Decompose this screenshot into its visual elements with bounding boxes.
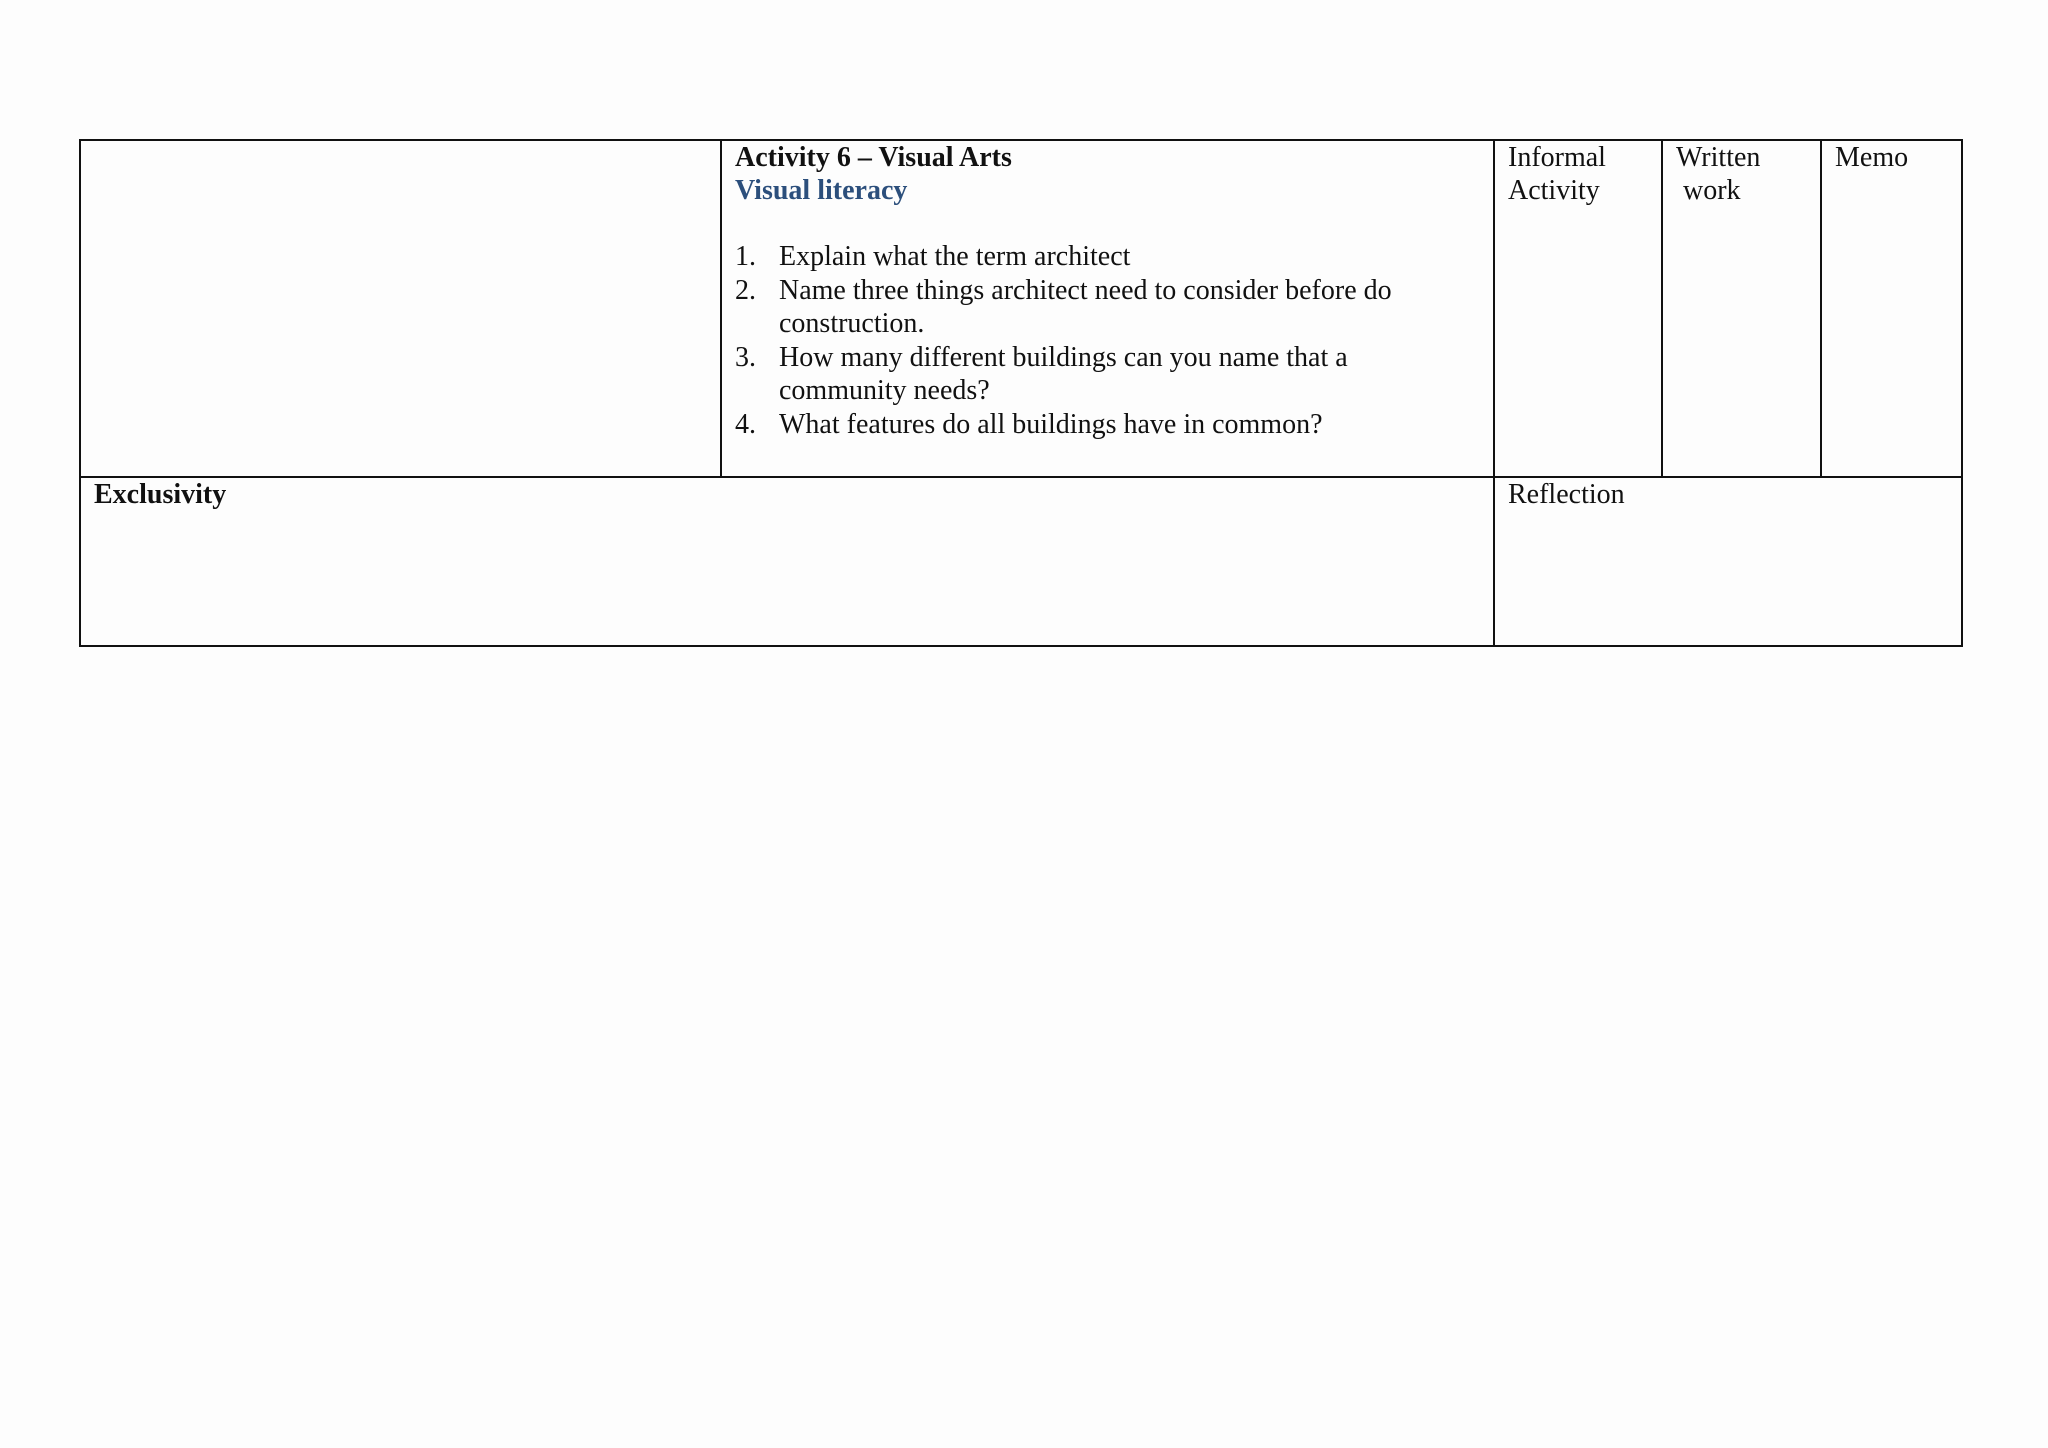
- assessment-form-line2: work: [1683, 175, 1741, 206]
- assessment-type-line1: Informal: [1508, 142, 1606, 173]
- question-number: 4.: [735, 409, 756, 440]
- assessment-form-cell: [1662, 140, 1821, 477]
- question-number: 2.: [735, 275, 756, 306]
- activity-cell: [721, 140, 1494, 477]
- question-list: [735, 240, 1480, 441]
- list-item: [735, 341, 1480, 407]
- exclusivity-label: Exclusivity: [94, 479, 227, 510]
- assessment-form-line1: Written: [1676, 142, 1761, 173]
- activity-row: [80, 140, 1962, 477]
- list-item: [735, 240, 1480, 273]
- assessment-tool: Memo: [1835, 142, 1909, 173]
- exclusivity-cell: [80, 477, 1494, 646]
- question-text: Explain what the term architect: [779, 241, 1131, 272]
- assessment-type-cell: [1494, 140, 1662, 477]
- question-text: Name three things architect need to consider before do construction.: [779, 275, 1392, 339]
- question-text: What features do all buildings have in common?: [779, 409, 1323, 440]
- question-text: How many different buildings can you name that a community needs?: [779, 342, 1348, 406]
- reflection-cell: [1494, 477, 1962, 646]
- empty-cell: [80, 140, 721, 477]
- footer-row: [80, 477, 1962, 646]
- activity-subtitle: Visual literacy: [735, 175, 908, 206]
- lesson-plan-table: [79, 139, 1963, 647]
- activity-title: Activity 6 – Visual Arts: [735, 142, 1012, 173]
- list-item: [735, 274, 1480, 340]
- question-number: 3.: [735, 342, 756, 373]
- list-item: [735, 408, 1480, 441]
- reflection-label: Reflection: [1508, 479, 1625, 510]
- assessment-tool-cell: [1821, 140, 1962, 477]
- assessment-type-line2: Activity: [1508, 175, 1600, 206]
- question-number: 1.: [735, 241, 756, 272]
